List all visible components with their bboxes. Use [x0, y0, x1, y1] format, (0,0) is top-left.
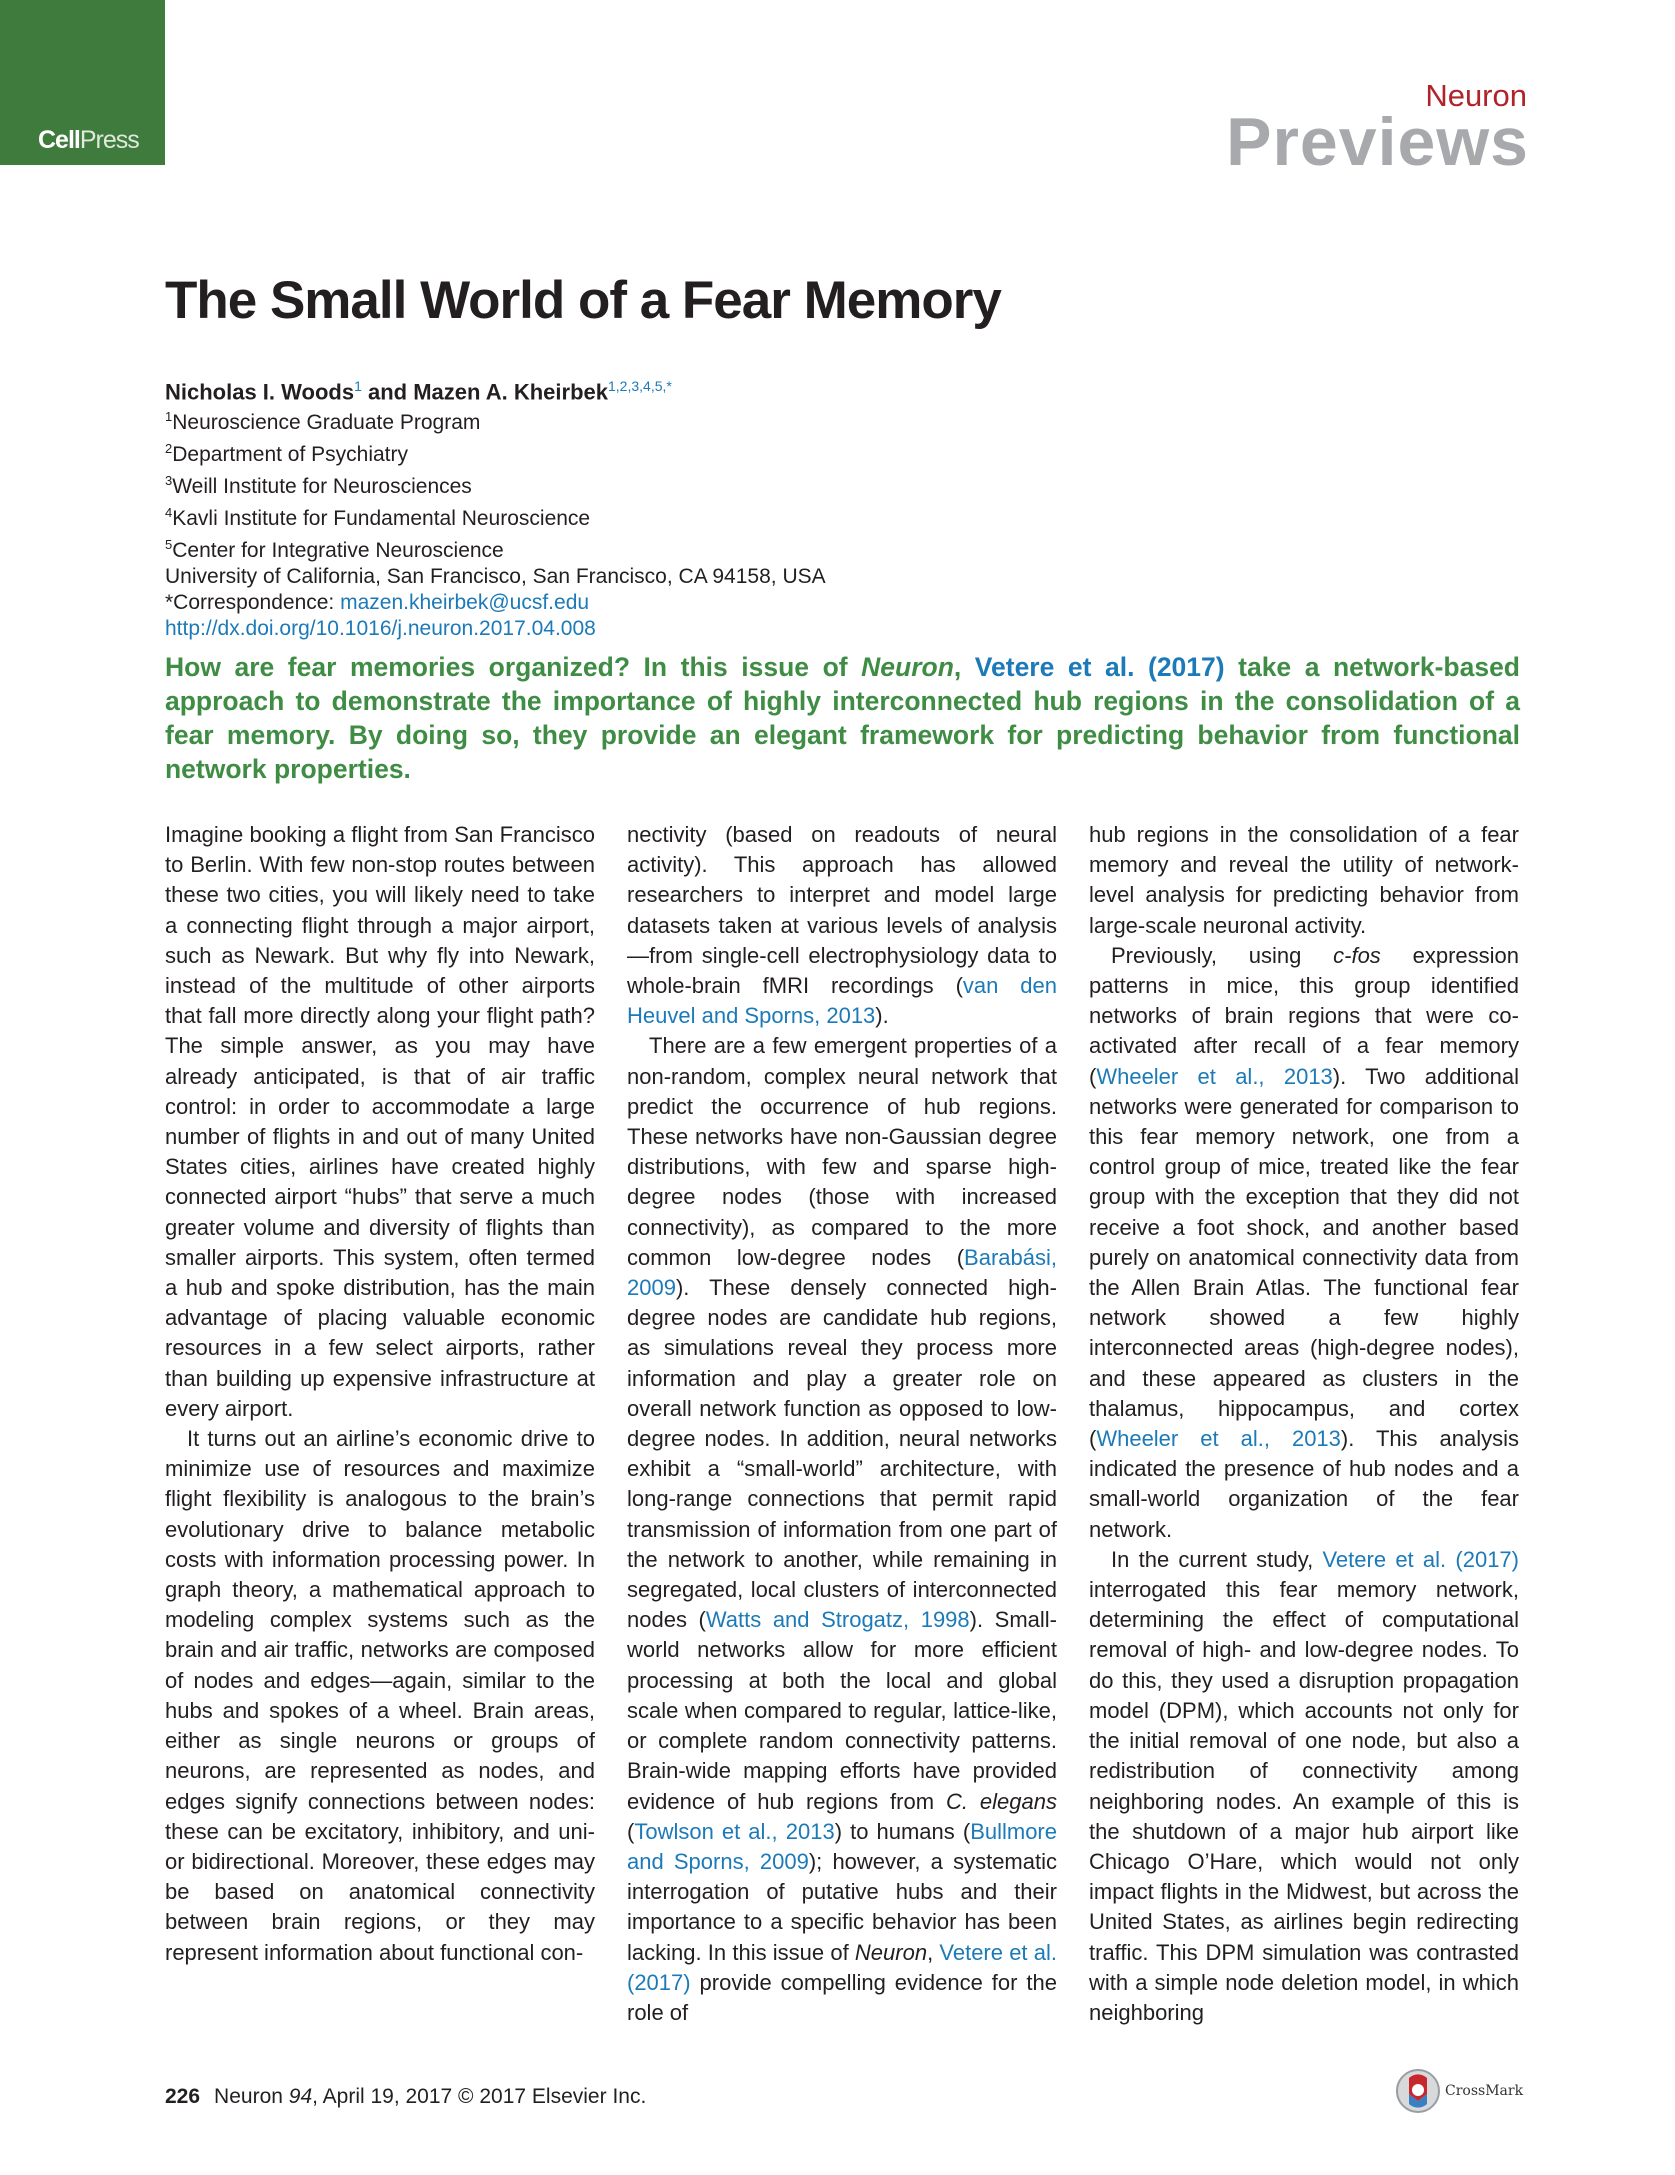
- abstract: How are fear memories organized? In this issue of Neuron, Vetere et al. (2017) take a network-based approach to demonstrate the importance of highly interconnected hub regions in the consolidation of a fear memory. By doing so, they provide an elegant framework for predicting behavior from functional network properties.: [165, 652, 1520, 784]
- paragraph: Imagine booking a flight from San Francisco to Berlin. With few non-stop routes between these two cities, you will likely need to take a connecting flight through a major airport, such as Newark. But why fly into Newark, instead of the multitude of other airports that fall more directly along your flight path? The simple answer, as you may have already anticipated, is that of air traffic control: in order to accommodate a large number of flights in and out of many United States cities, airlines have created highly connected airport “hubs” that serve a much greater volume and diversity of flights than smaller airports. This system, often termed a hub and spoke distribution, has the main advantage of placing valuable economic resources in a few select airports, rather than building up expensive infrastructure at every airport.: [165, 822, 595, 1421]
- university: University of California, San Francisco, San Francisco, CA 94158, USA: [165, 565, 826, 588]
- doi-link[interactable]: http://dx.doi.org/10.1016/j.neuron.2017.04.008: [165, 617, 596, 640]
- body-column-1: [165, 820, 595, 1968]
- citation-link[interactable]: Wheeler et al., 2013: [1096, 1426, 1341, 1452]
- crossmark-label: CrossMark: [1445, 2083, 1524, 2099]
- body-column-2: [627, 820, 1057, 2028]
- crossmark-icon: [1395, 2068, 1441, 2114]
- paragraph: Previously, using c-fos expression patterns in mice, this group identified networks of brain regions that were co-activated after recall of a fear memory (Wheeler et al., 2013). Two additional networks were generated for comparison to this fear memory network, one from a control group of mice, treated like the fear group with the exception that they did not receive a foot shock, and another based purely on anatomical connectivity data from the Allen Brain Atlas. The functional fear network showed a few highly interconnected areas (high-degree nodes), and these appeared as clusters in the thalamus, hippocampus, and cortex (Wheeler et al., 2013). This analysis indicated the presence of hub nodes and a small-world organization of the fear network.: [1089, 942, 1519, 1542]
- author-affil-ref[interactable]: 1,2,3,4,5,*: [608, 378, 672, 394]
- citation-link[interactable]: Wheeler et al., 2013: [1096, 1063, 1333, 1089]
- page-number: 226: [165, 2085, 201, 2108]
- crossmark-badge[interactable]: [1395, 2068, 1523, 2114]
- citation-link[interactable]: Vetere et al. (2017): [627, 1939, 1057, 1995]
- section-label: Previews: [1226, 104, 1529, 180]
- paragraph: It turns out an airline’s economic drive to minimize use of resources and maximize flight flexibility is analogous to the brain’s evolutionary drive to balance metabolic costs with information processing power. In graph theory, a mathematical approach to modeling complex systems such as the brain and air traffic, networks are composed of nodes and edges—again, similar to the hubs and spokes of a wheel. Brain areas, either as single neurons or groups of neurons, are represented as nodes, and edges signify connections between nodes: these can be excitatory, inhibitory, and uni- or bidirectional. Moreover, these edges may be based on anatomical connectivity between brain regions, or they may represent information about functional con-: [165, 1426, 595, 1965]
- affiliation: $^4$Kavli Institute for Fundamental Neuroscience: [165, 505, 591, 530]
- citation-link[interactable]: Watts and Strogatz, 1998: [705, 1607, 970, 1633]
- paragraph: There are a few emergent properties of a non-random, complex neural network that predict the occurrence of hub regions. These networks have non-Gaussian degree distributions, with few and sparse high-degree nodes (those with increased connectivity), as compared to the more common low-degree nodes (Barabási, 2009). These densely connected high-degree nodes are candidate hub regions, as simulations reveal they process more information and play a greater role on overall network function as opposed to low-degree nodes. In addition, neural networks exhibit a “small-world” architecture, with long-range connections that permit rapid transmission of information from one part of the network to another, while remaining in segregated, local clusters of interconnected nodes (Watts and Strogatz, 1998). Small-world networks allow for more efficient processing at both the local and global scale when compared to regular, lattice-like, or complete random connectivity patterns. Brain-wide mapping efforts have provided evidence of hub regions from C. elegans (Towlson et al., 2013) to humans (Bullmore and Sporns, 2009); however, a systematic interrogation of putative hubs and their importance to a specific behavior has been lacking. In this issue of Neuron, Vetere et al. (2017) provide compelling evidence for the role of: [627, 1033, 1058, 2025]
- affiliation: $^3$Weill Institute for Neurosciences: [165, 473, 472, 498]
- body-column-3: [1089, 820, 1519, 2028]
- citation-link[interactable]: Vetere et al. (2017): [1322, 1546, 1519, 1572]
- affiliation: $^5$Center for Integrative Neuroscience: [165, 537, 504, 562]
- article-title: The Small World of a Fear Memory: [165, 271, 1001, 330]
- cellpress-logo: [0, 0, 165, 165]
- paragraph: In the current study, Vetere et al. (2017) interrogated this fear memory network, determining the effect of computational removal of high- and low-degree nodes. To do this, they used a disruption propagation model (DPM), which accounts not only for the initial removal of one node, but also a redistribution of connectivity among neighboring nodes. An example of this is the shutdown of a major hub airport like Chicago O’Hare, which would not only impact flights in the Midwest, but across the United States, as airlines begin redirecting traffic. This DPM simulation was contrasted with a simple node deletion model, in which neighboring: [1089, 1546, 1519, 2025]
- affiliations: [165, 404, 826, 642]
- affiliation: $^2$Department of Psychiatry: [165, 441, 408, 466]
- citation-link[interactable]: Towlson et al., 2013: [634, 1818, 835, 1844]
- author-affil-ref[interactable]: 1: [354, 378, 362, 394]
- cellpress-logo-text: CellPress: [38, 126, 139, 154]
- author-name: Mazen A. Kheirbek: [413, 379, 608, 405]
- citation-link[interactable]: Barabási, 2009: [627, 1244, 1057, 1301]
- email-link[interactable]: mazen.kheirbek@ucsf.edu: [340, 591, 590, 614]
- citation-link[interactable]: Vetere et al. (2017): [974, 652, 1225, 682]
- page-footer: 226 Neuron 94, April 19, 2017 © 2017 Elsevier Inc.: [165, 2085, 647, 2108]
- paragraph: hub regions in the consolidation of a fear memory and reveal the utility of network-level analysis for predicting behavior from large-scale neuronal activity.: [1089, 822, 1519, 938]
- citation-link[interactable]: Bullmore and Sporns, 2009: [627, 1818, 1057, 1874]
- author-line: Nicholas I. Woods$^1$ and Mazen A. Kheirbek$^{1,2,3,4,5,*}$: [165, 378, 672, 405]
- paragraph: nectivity (based on readouts of neural activity). This approach has allowed researchers to interpret and model large datasets taken at various levels of analysis—from single-cell electrophysiology data to whole-brain fMRI recordings (van den Heuvel and Sporns, 2013).: [627, 822, 1057, 1029]
- affiliation: $^1$Neuroscience Graduate Program: [165, 409, 481, 434]
- correspondence: *Correspondence: mazen.kheirbek@ucsf.edu: [165, 591, 590, 614]
- journal-name: Neuron: [1425, 78, 1527, 113]
- author-name: Nicholas I. Woods: [165, 379, 355, 405]
- citation-link[interactable]: van den Heuvel and Sporns, 2013: [627, 973, 1057, 1029]
